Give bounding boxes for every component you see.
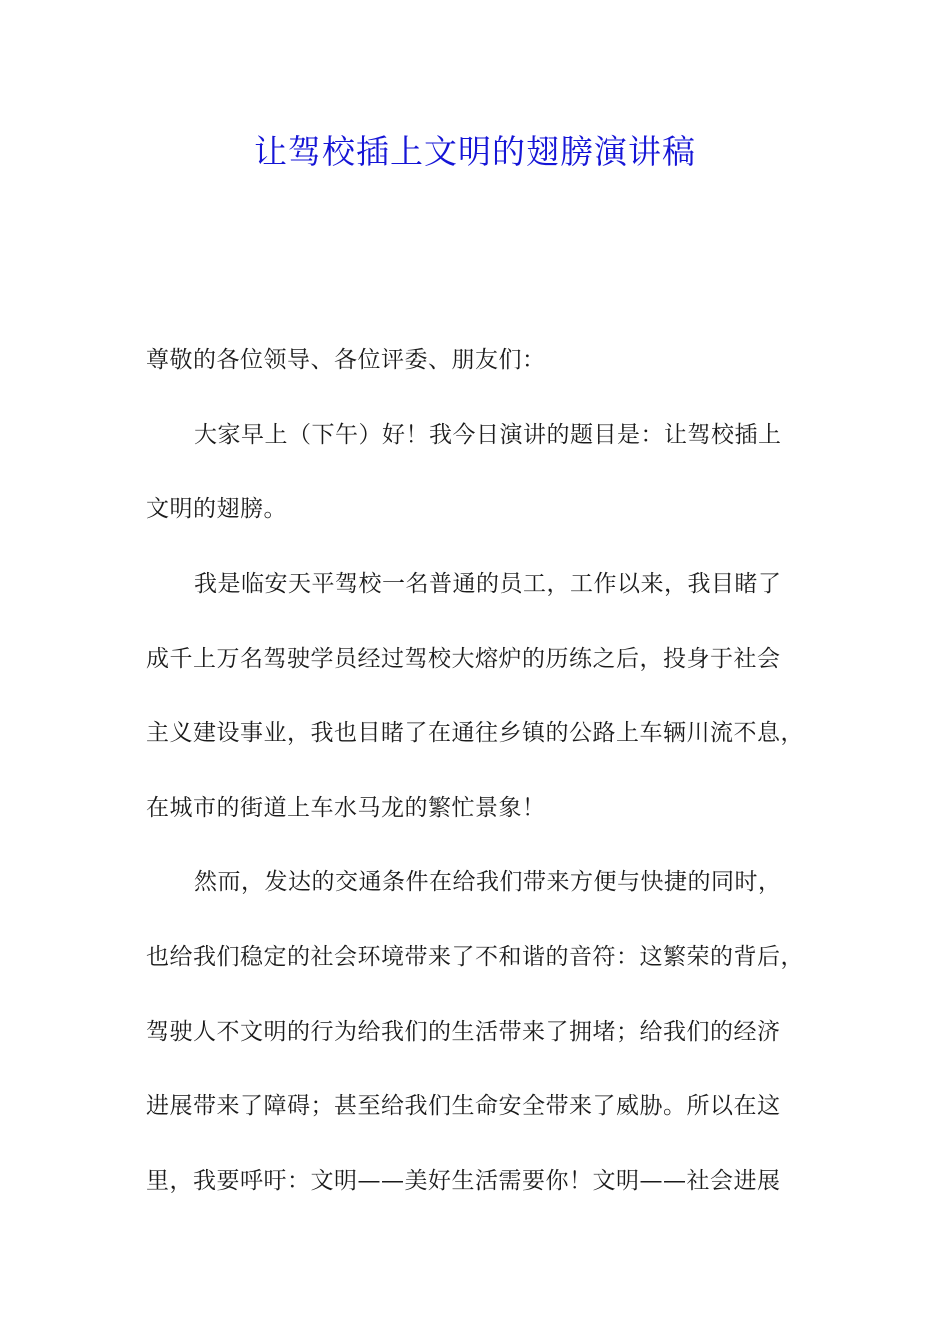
salutation-line: 尊敬的各位领导、各位评委、朋友们： [146,347,546,373]
paragraph-1-line-2: 文明的翅膀。 [146,496,287,522]
paragraph-3-line-5: 里，我要呼吁：文明——美好生活需要你！文明——社会进展 [146,1168,781,1194]
paragraph-2-line-3: 主义建设事业，我也目睹了在通往乡镇的公路上车辆川流不息， [146,720,804,746]
paragraph-3-line-3: 驾驶人不文明的行为给我们的生活带来了拥堵；给我们的经济 [146,1019,781,1045]
document-title: 让驾校插上文明的翅膀演讲稿 [254,132,696,171]
paragraph-3-line-4: 进展带来了障碍；甚至给我们生命安全带来了威胁。所以在这 [146,1093,781,1119]
paragraph-1-line-1: 大家早上（下午）好！我今日演讲的题目是：让驾校插上 [194,422,782,448]
paragraph-2-line-4: 在城市的街道上车水马龙的繁忙景象！ [146,795,546,821]
paragraph-2-line-1: 我是临安天平驾校一名普通的员工，工作以来，我目睹了 [194,571,782,597]
paragraph-2-line-2: 成千上万名驾驶学员经过驾校大熔炉的历练之后，投身于社会 [146,646,781,672]
paragraph-3-line-1: 然而，发达的交通条件在给我们带来方便与快捷的同时， [194,869,782,895]
paragraph-3-line-2: 也给我们稳定的社会环境带来了不和谐的音符：这繁荣的背后， [146,944,804,970]
